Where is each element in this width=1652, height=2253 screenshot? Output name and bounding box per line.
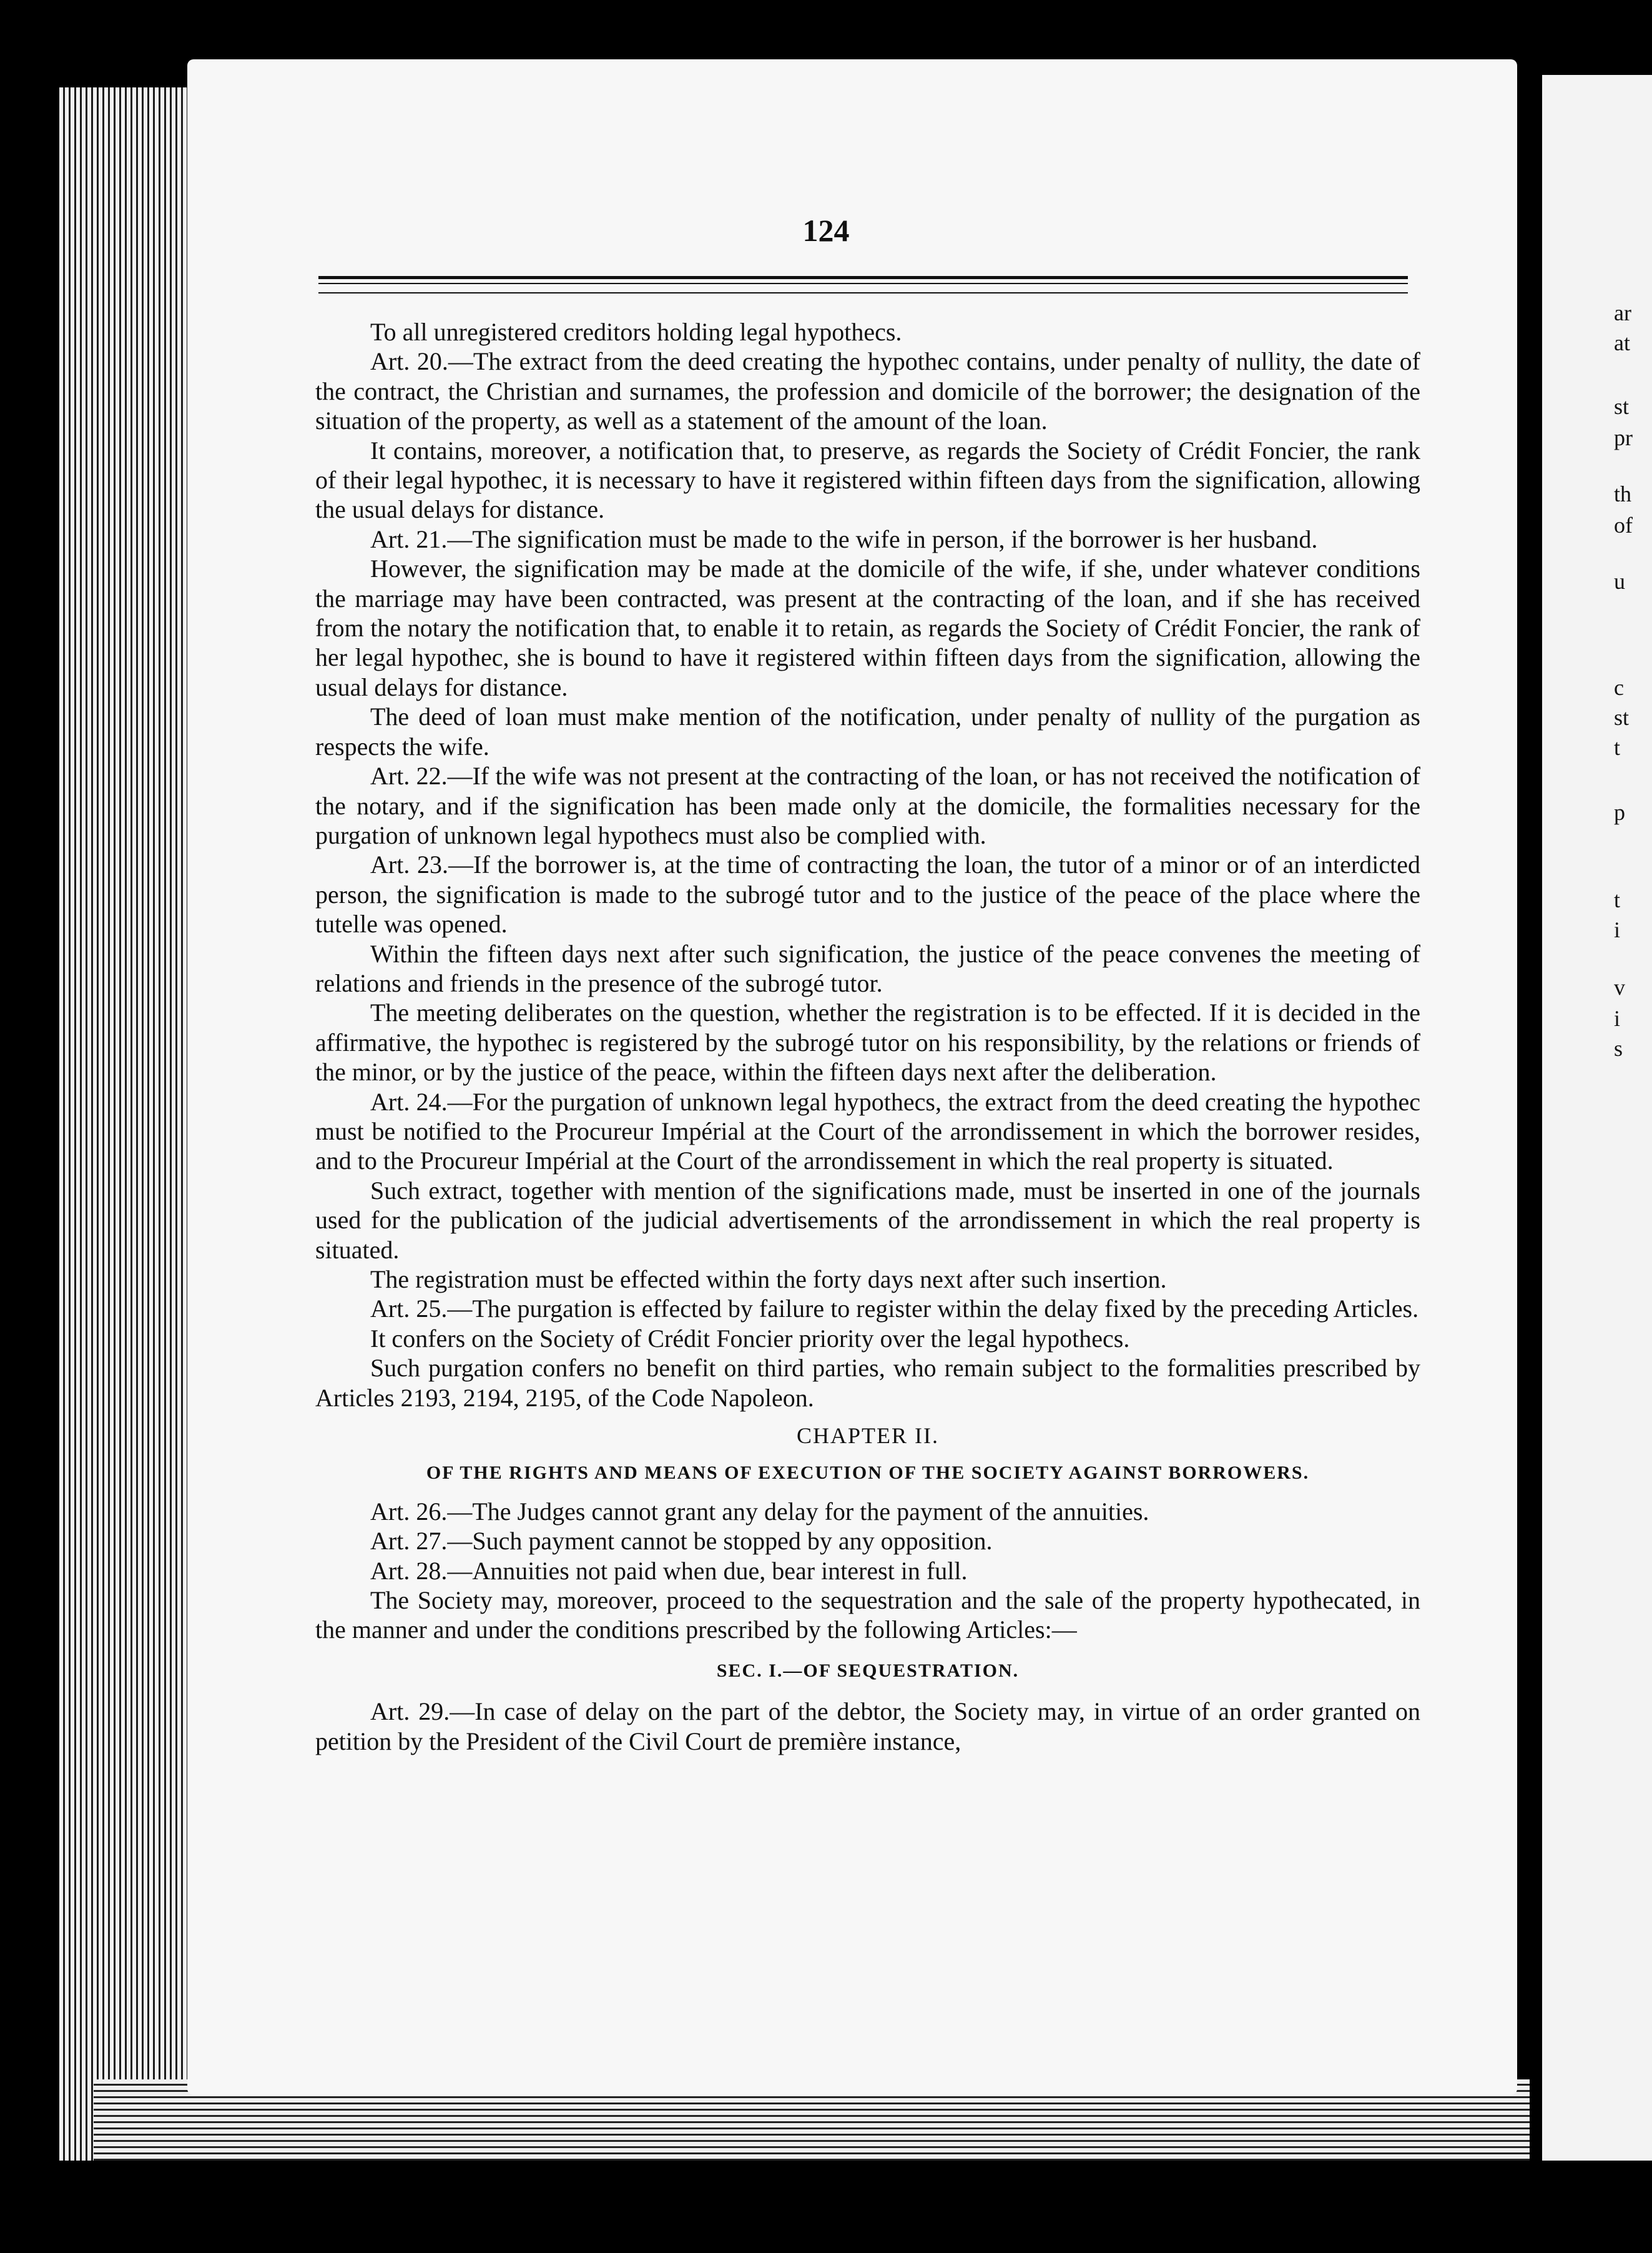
paragraph: Such purgation confers no benefit on third parties, who remain subject to the formalities prescribed by Articles 2193, 2194, 2195, of the Code Napoleon. <box>315 1354 1420 1412</box>
book-page-edges <box>59 87 209 2161</box>
page-number: 124 <box>802 213 850 248</box>
adjacent-page-fragment: th <box>1614 481 1632 506</box>
chapter-heading: CHAPTER II. <box>797 1423 939 1449</box>
adjacent-page-fragment: s <box>1614 1036 1623 1061</box>
article-20: Art. 20.—The extract from the deed creating the hypothec contains, under penalty of nullity, the date of the contract, the Christian and surnames, the profession and domicile of the borrower; the designation of the situation of the property, as well as a statement of the amount of the loan. <box>315 347 1420 435</box>
article-21: Art. 21.—The signification must be made to the wife in person, if the borrower is her husband. <box>370 525 1318 553</box>
paragraph: It confers on the Society of Crédit Foncier priority over the legal hypothecs. <box>370 1324 1130 1353</box>
adjacent-page-fragment: t <box>1614 887 1621 912</box>
adjacent-page-fragment: pr <box>1614 425 1633 450</box>
adjacent-page-fragment: c <box>1614 675 1624 700</box>
article-27: Art. 27.—Such payment cannot be stopped by any opposition. <box>370 1527 993 1555</box>
adjacent-page-fragment: t <box>1614 735 1621 760</box>
article-25: Art. 25.—The purgation is effected by failure to register within the delay fixed by the preceding Articles. <box>370 1294 1419 1323</box>
adjacent-page-fragment: i <box>1614 1006 1621 1031</box>
paragraph: The registration must be effected within the forty days next after such insertion. <box>370 1265 1167 1293</box>
paragraph: To all unregistered creditors holding legal hypothecs. <box>370 318 902 346</box>
article-23: Art. 23.—If the borrower is, at the time of contracting the loan, the tutor of a minor or of an interdicted person, the signification is made to the subrogé tutor and to the justice of the peace of the place where the tutelle was opened. <box>315 850 1420 939</box>
adjacent-page-fragment: i <box>1614 917 1621 942</box>
adjacent-page-fragment: st <box>1614 394 1630 419</box>
adjacent-page-fragment: ar <box>1614 300 1631 325</box>
adjacent-page <box>1542 75 1652 2161</box>
adjacent-page-fragment: v <box>1614 975 1625 1000</box>
paragraph: The Society may, moreover, proceed to the sequestration and the sale of the property hypothecated, in the manner and under the conditions prescribed by the following Articles:— <box>315 1586 1420 1644</box>
paragraph: Within the fifteen days next after such signification, the justice of the peace convenes the meeting of relations and friends in the presence of the subrogé tutor. <box>315 939 1420 997</box>
header-rule <box>318 276 1408 293</box>
article-29: Art. 29.—In case of delay on the part of the debtor, the Society may, in virtue of an order granted on petition by the President of the Civil Court de première instance, <box>315 1697 1420 1755</box>
paragraph: It contains, moreover, a notification that, to preserve, as regards the Society of Crédit Foncier, the rank of their legal hypothec, it is necessary to have it registered within fifteen days from the signification, allowing the usual delays for distance. <box>315 436 1420 524</box>
paragraph: The deed of loan must make mention of the notification, under penalty of nullity of the purgation as respects the wife. <box>315 703 1420 761</box>
article-28: Art. 28.—Annuities not paid when due, bear interest in full. <box>370 1556 968 1585</box>
page-body <box>315 317 1420 1756</box>
article-22: Art. 22.—If the wife was not present at the contracting of the loan, or has not received the notification of the notary, and if the signification has been made only at the domicile, the formalities necessary for the purgation of unknown legal hypothecs must also be complied with. <box>315 762 1420 849</box>
adjacent-page-fragment: at <box>1614 330 1630 355</box>
paragraph: However, the signification may be made at the domicile of the wife, if she, under whatever conditions the marriage may have been contracted, was present at the contracting of the loan, and if she has received from the notary the notification that, to enable it to retain, as regards the Society of Crédit Foncier, the rank of her legal hypothec, she is bound to have it registered within fifteen days from the signification, allowing the usual delays for distance. <box>315 555 1420 701</box>
adjacent-page-fragment: of <box>1614 513 1633 538</box>
adjacent-page-fragment: st <box>1614 705 1630 730</box>
adjacent-page-fragment: u <box>1614 569 1625 594</box>
chapter-title: OF THE RIGHTS AND MEANS OF EXECUTION OF THE SOCIETY AGAINST BORROWERS. <box>426 1462 1310 1484</box>
paragraph: Such extract, together with mention of the significations made, must be inserted in one of the journals used for the publication of the judicial advertisements of the arrondissement in which the real property is situated. <box>315 1176 1420 1264</box>
paragraph: The meeting deliberates on the question, whether the registration is to be effected. If it is decided in the affirmative, the hypothec is registered by the subrogé tutor on his responsibility, by the relations or friends of the minor, or by the justice of the peace, within the fifteen days next after the deliberation. <box>315 998 1420 1087</box>
adjacent-page-fragment: p <box>1614 800 1625 825</box>
article-24: Art. 24.—For the purgation of unknown legal hypothecs, the extract from the deed creating the hypothec must be notified to the Procureur Impérial at the Court of the arrondissement in which the borrower resides, and to the Procureur Impérial at the Court of the arrondissement in which the real property is situated. <box>315 1087 1420 1175</box>
section-heading: SEC. I.—OF SEQUESTRATION. <box>716 1660 1020 1681</box>
article-26: Art. 26.—The Judges cannot grant any delay for the payment of the annuities. <box>370 1497 1149 1526</box>
